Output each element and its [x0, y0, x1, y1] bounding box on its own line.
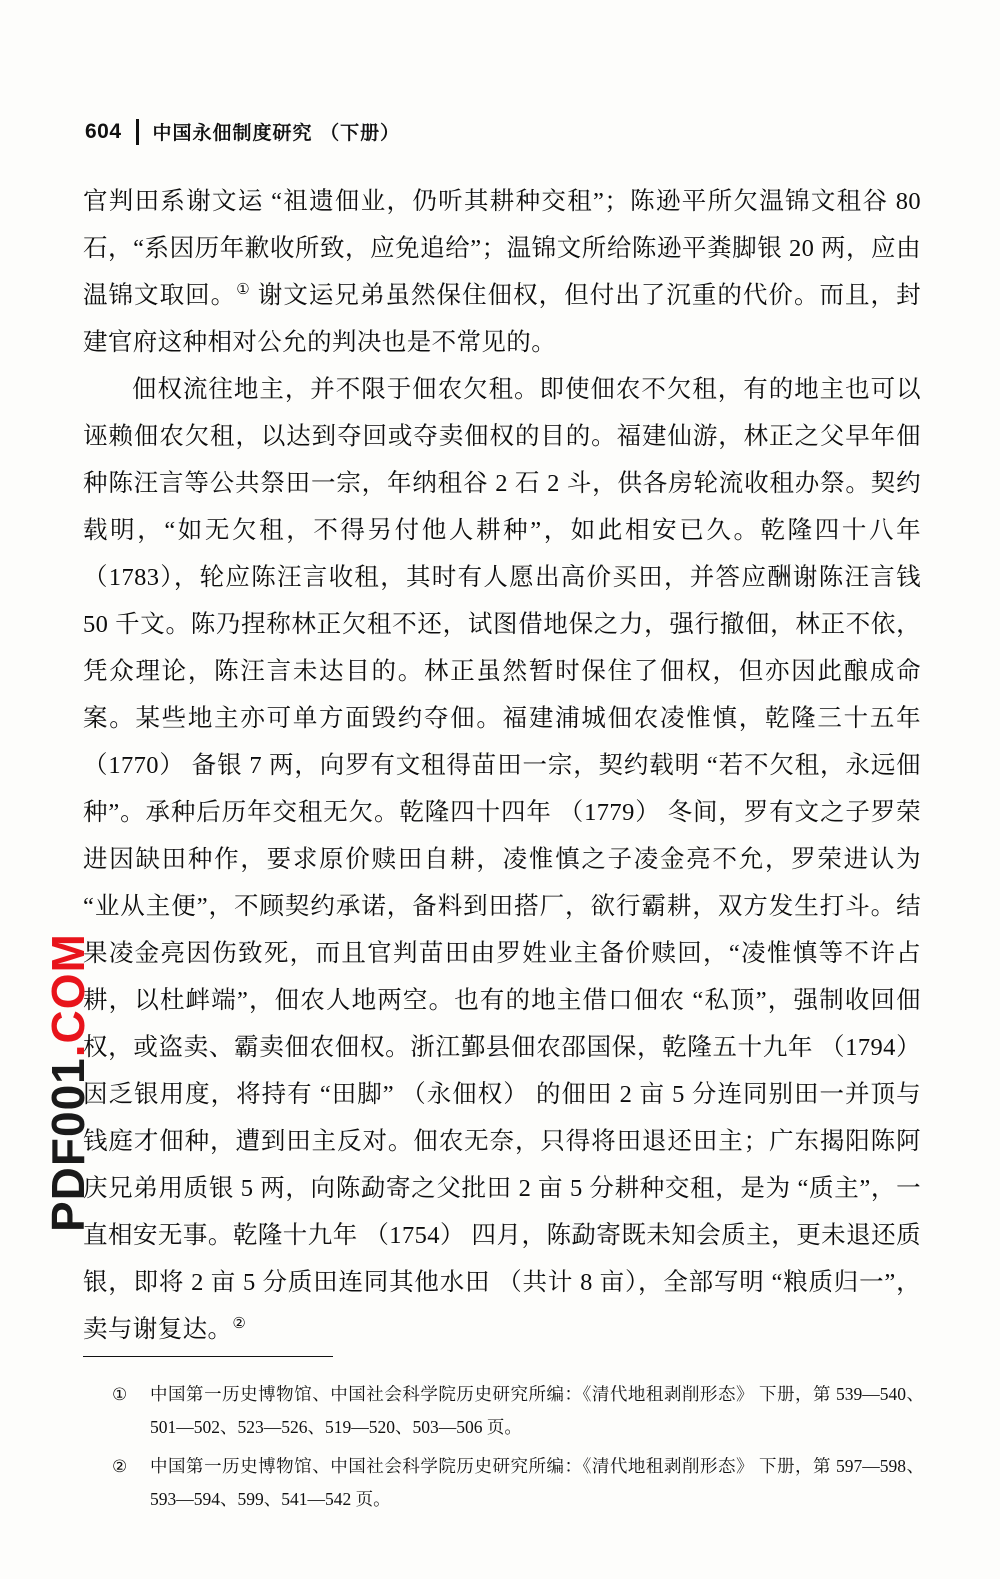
watermark-text-primary: PDF001 — [42, 1057, 94, 1232]
footnote-marker: ① — [112, 1385, 128, 1404]
watermark-text-accent: .COM — [42, 933, 94, 1058]
page-number: 604 — [85, 119, 122, 143]
paragraph-1 — [83, 178, 921, 366]
footnote-list — [112, 1378, 924, 1522]
header-divider — [136, 119, 139, 145]
paragraph-2-text: 佃权流往地主，并不限于佃农欠租。即使佃农不欠租，有的地主也可以诬赖佃农欠租，以达到夺回或夺卖佃权的目的。福建仙游，林正之父早年佃种陈汪言等公共祭田一宗，年纳租谷 2 石 2 斗，供各房轮流收租办祭。契约载明，“如无欠租，不得另付他人耕种”，如此相安已久。乾隆四十八年 （1783），轮应陈汪言收租，其时有人愿出高价买田，并答应酬谢陈汪言钱 50 千文。陈乃捏称林正欠租不还，试图借地保之力，强行撤佃，林正不依，凭众理论，陈汪言未达目的。林正虽然暂时保住了佃权，但亦因此酿成命案。某些地主亦可单方面毁约夺佃。福建浦城佃农凌惟慎，乾隆三十五年 （1770） 备银 7 两，向罗有文租得苗田一宗，契约载明 “若不欠租，永远佃种”。承种后历年交租无欠。乾隆四十四年 （1779） 冬间，罗有文之子罗荣进因缺田种作，要求原价赎田自耕，凌惟慎之子凌金亮不允，罗荣进认为 “业从主便”，不顾契约承诺，备料到田搭厂，欲行霸耕，双方发生打斗。结果凌金亮因伤致死，而且官判苗田由罗姓业主备价赎回，“凌惟慎等不许占耕，以杜衅端”，佃农人地两空。也有的地主借口佃农 “私顶”，强制收回佃权，或盗卖、霸卖佃农佃权。浙江鄞县佃农邵国保，乾隆五十九年 （1794） 因乏银用度，将持有 “田脚” （永佃权） 的佃田 2 亩 5 分连同别田一并顶与钱庭才佃种，遭到田主反对。佃农无奈，只得将田退还田主；广东揭阳陈阿庆兄弟用质银 5 两，向陈勐寄之父批田 2 亩 5 分耕种交租，是为 “质主”，一直相安无事。乾隆十九年 （1754） 四月，陈勐寄既未知会质主，更未退还质银，即将 2 亩 5 分质田连同其他水田 （共计 8 亩），全部写明 “粮质归一”，卖与谢复达。 — [83, 376, 921, 1343]
footnote-ref-1: ① — [236, 281, 251, 298]
footnote-separator — [83, 1356, 333, 1357]
book-title: 中国永佃制度研究 （下册） — [152, 122, 401, 144]
footnote-ref-2: ② — [232, 1315, 247, 1332]
footnote-item — [112, 1450, 924, 1516]
paragraph-1-tail: 谢文运兄弟虽然保住佃权，但付出了沉重的代价。而且，封建官府这种相对公允的判决也是不常见的。 — [83, 282, 921, 356]
footnote-item — [112, 1378, 924, 1444]
paragraph-2 — [83, 366, 921, 1353]
footnote-text: 中国第一历史博物馆、中国社会科学院历史研究所编：《清代地租剥削形态》 下册，第 597—598、593—594、599、541—542 页。 — [150, 1456, 924, 1509]
footnote-marker: ② — [112, 1457, 128, 1476]
footnote-text: 中国第一历史博物馆、中国社会科学院历史研究所编：《清代地租剥削形态》 下册，第 539—540、501—502、523—526、519—520、503—506 页。 — [150, 1384, 924, 1437]
body-text — [83, 178, 921, 1353]
paragraph-1-text: 官判田系谢文运 “祖遗佃业，仍听其耕种交租”；陈逊平所欠温锦文租谷 80 石，“系因历年歉收所致，应免追给”；温锦文所给陈逊平粪脚银 20 两，应由温锦文取回。 — [83, 188, 921, 309]
page-header — [85, 118, 400, 145]
